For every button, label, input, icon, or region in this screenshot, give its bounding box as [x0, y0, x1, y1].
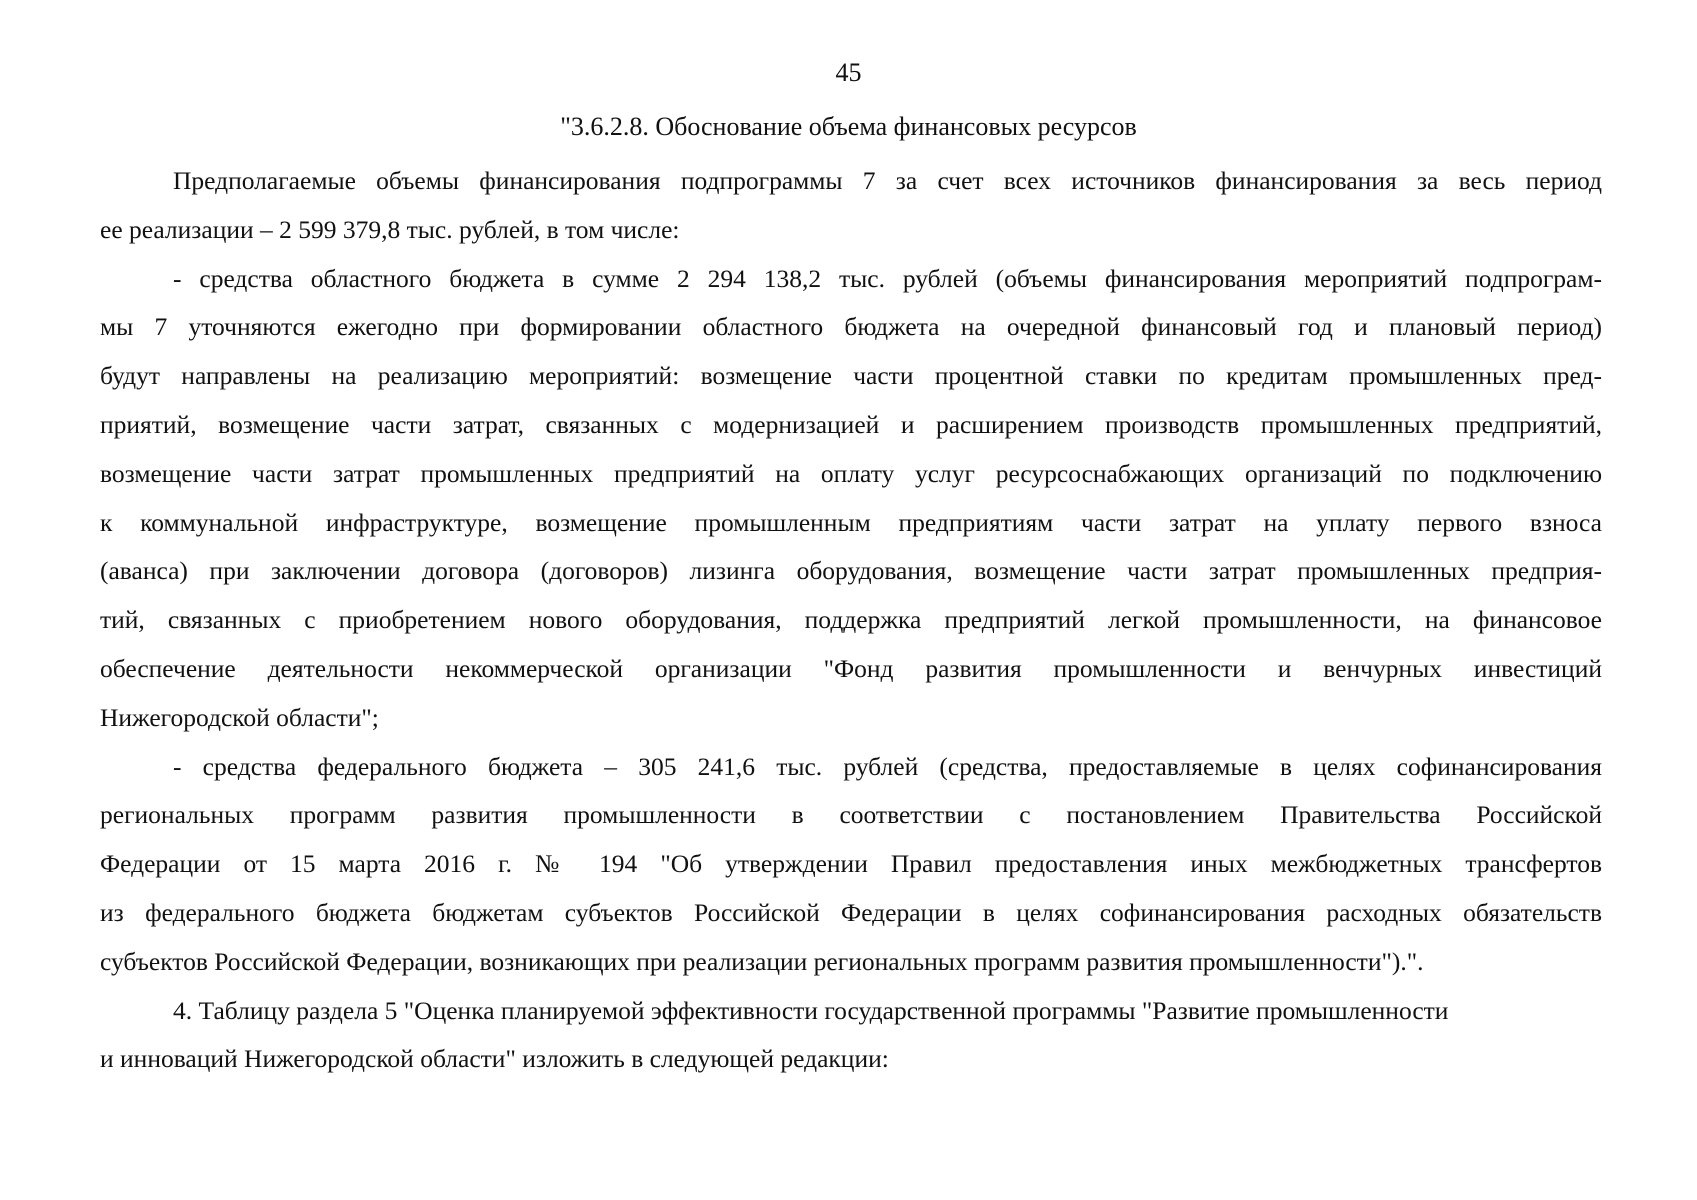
page-number: 45 [835, 58, 862, 87]
text-line: Нижегородской области"; [100, 702, 379, 732]
text-line: тий, связанных с приобретением нового оборудования, поддержка предприятий легкой промышленности, на финансовое [100, 605, 1602, 635]
text-line: и инноваций Нижегородской области" изложить в следующей редакции: [100, 1044, 889, 1074]
text-line: возмещение части затрат промышленных предприятий на оплату услуг ресурсоснабжающих организаций по подключению [100, 458, 1602, 488]
text-line: из федерального бюджета бюджетам субъектов Российской Федерации в целях софинансирования расходных обязательств [100, 897, 1602, 927]
text-line: обеспечение деятельности некоммерческой организации "Фонд развития промышленности и венчурных инвестиций [100, 653, 1602, 683]
body-text [100, 157, 1602, 1084]
text-line: Федерации от 15 марта 2016 г. № 194 "Об утверждении Правил предоставления иных межбюджетных трансфертов [100, 849, 1602, 879]
text-line: региональных программ развития промышленности в соответствии с постановлением Правительства Российской [100, 800, 1602, 830]
text-line: будут направлены на реализацию мероприятий: возмещение части процентной ставки по кредитам промышленных пред- [100, 361, 1602, 391]
text-line: - средства федерального бюджета – 305 241,6 тыс. рублей (средства, предоставляемые в целях софинансирования [173, 751, 1602, 781]
text-line: - средства областного бюджета в сумме 2 294 138,2 тыс. рублей (объемы финансирования мероприятий подпрограм- [173, 263, 1602, 293]
text-line: 4. Таблицу раздела 5 "Оценка планируемой эффективности государственной программы "Развитие промышленности [173, 995, 1449, 1025]
text-line: мы 7 уточняются ежегодно при формировании областного бюджета на очередной финансовый год и плановый период) [100, 312, 1602, 342]
text-line: приятий, возмещение части затрат, связанных с модернизацией и расширением производств промышленных предприятий, [100, 409, 1602, 439]
text-line: к коммунальной инфраструктуре, возмещение промышленным предприятиям части затрат на уплату первого взноса [100, 507, 1602, 537]
section-heading: "3.6.2.8. Обоснование объема финансовых ресурсов [560, 112, 1137, 141]
text-line: Предполагаемые объемы финансирования подпрограммы 7 за счет всех источников финансирования за весь период [173, 166, 1602, 195]
text-line: (аванса) при заключении договора (договоров) лизинга оборудования, возмещение части затрат промышленных предприя- [100, 556, 1602, 586]
text-line: ее реализации – 2 599 379,8 тыс. рублей, в том числе: [100, 214, 680, 244]
text-line: субъектов Российской Федерации, возникающих при реализации региональных программ развития промышленности").". [100, 946, 1424, 976]
